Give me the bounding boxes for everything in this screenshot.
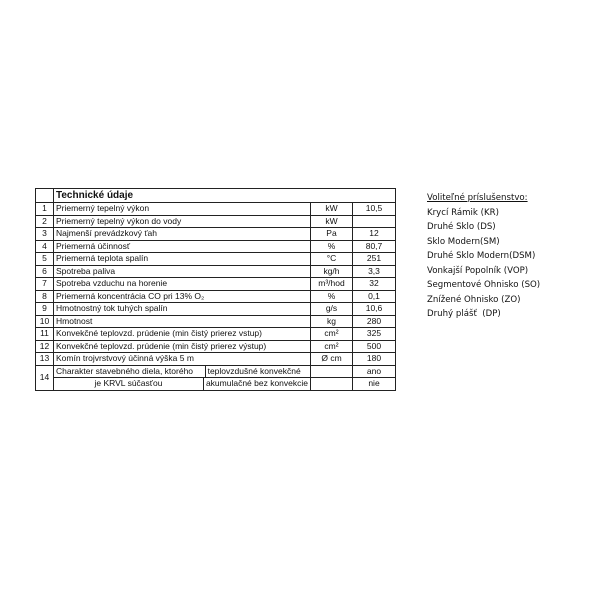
row-label: Najmenší prevádzkový ťah bbox=[54, 228, 311, 241]
accessory-item: Znížené Ohnisko (ZO) bbox=[427, 294, 521, 305]
row-number: 11 bbox=[36, 328, 54, 341]
row-number: 2 bbox=[36, 215, 54, 228]
technical-data-table bbox=[35, 188, 396, 391]
row-unit: kg/h bbox=[311, 265, 353, 278]
row-number: 4 bbox=[36, 240, 54, 253]
table-row bbox=[36, 203, 396, 216]
row-value bbox=[353, 215, 396, 228]
accessory-item: Krycí Rámik (KR) bbox=[427, 207, 499, 218]
row-number: 8 bbox=[36, 290, 54, 303]
row14-option1: teplovzdušné konvekčné bbox=[207, 365, 301, 376]
row-number: 5 bbox=[36, 253, 54, 266]
row-unit: cm² bbox=[311, 328, 353, 341]
row-label: Priemerná koncentrácia CO pri 13% O₂ bbox=[54, 290, 311, 303]
row-number: 6 bbox=[36, 265, 54, 278]
table-row-14b bbox=[36, 378, 396, 391]
accessory-item: Vonkajší Popolník (VOP) bbox=[427, 265, 529, 276]
row-value: 180 bbox=[353, 353, 396, 366]
accessory-item: Druhé Sklo (DS) bbox=[427, 222, 496, 232]
table-title: Technické údaje bbox=[54, 189, 396, 203]
table-row bbox=[36, 215, 396, 228]
row-label: Hmotnost bbox=[54, 315, 311, 328]
row-unit: % bbox=[311, 290, 353, 303]
row-value: 251 bbox=[353, 253, 396, 266]
row-label: Priemerný tepelný výkon bbox=[54, 203, 311, 216]
accessory-item: Druhý plášť (DP) bbox=[427, 309, 501, 319]
row14-unit-1 bbox=[311, 365, 353, 378]
table-row bbox=[36, 340, 396, 353]
row-value: 325 bbox=[353, 328, 396, 341]
table-row bbox=[36, 253, 396, 266]
table-row bbox=[36, 315, 396, 328]
row-label: Hmotnostný tok tuhých spalín bbox=[54, 303, 311, 316]
row14-option2: akumulačné bez konvekcie bbox=[205, 378, 308, 389]
title-num-cell bbox=[36, 189, 54, 203]
row-unit: kW bbox=[311, 215, 353, 228]
row-label: Priemerný tepelný výkon do vody bbox=[54, 215, 311, 228]
table-row bbox=[36, 353, 396, 366]
row-value: 12 bbox=[353, 228, 396, 241]
table-row bbox=[36, 228, 396, 241]
table-title-row bbox=[36, 189, 396, 203]
row-value: 32 bbox=[353, 278, 396, 291]
table-row bbox=[36, 240, 396, 253]
row-unit: °C bbox=[311, 253, 353, 266]
row-value: 500 bbox=[353, 340, 396, 353]
accessory-item: Segmentové Ohnisko (SO) bbox=[427, 280, 541, 290]
table-row bbox=[36, 290, 396, 303]
row-value: 10,5 bbox=[353, 203, 396, 216]
row-number: 10 bbox=[36, 315, 54, 328]
row-number: 3 bbox=[36, 228, 54, 241]
row-label: Priemerná teplota spalín bbox=[54, 253, 311, 266]
accessories-list bbox=[427, 206, 540, 322]
row-value: 280 bbox=[353, 315, 396, 328]
row-unit: Pa bbox=[311, 228, 353, 241]
row-number: 9 bbox=[36, 303, 54, 316]
table-row bbox=[36, 303, 396, 316]
row14-label-line1: Charakter stavebného diela, ktorého bbox=[54, 366, 205, 378]
row-number: 7 bbox=[36, 278, 54, 291]
row-number: 1 bbox=[36, 203, 54, 216]
row-number: 14 bbox=[36, 365, 54, 390]
table-row bbox=[36, 278, 396, 291]
row-unit: Ø cm bbox=[311, 353, 353, 366]
row-value: 80,7 bbox=[353, 240, 396, 253]
row-number: 12 bbox=[36, 340, 54, 353]
row-unit: % bbox=[311, 240, 353, 253]
row-unit: kg bbox=[311, 315, 353, 328]
row-unit: cm² bbox=[311, 340, 353, 353]
row-value: 3,3 bbox=[353, 265, 396, 278]
optional-accessories bbox=[427, 191, 540, 322]
row-label: Konvekčné teplovzd. prúdenie (min čistý prierez výstup) bbox=[54, 340, 311, 353]
accessory-item: Sklo Modern(SM) bbox=[427, 236, 500, 247]
row14-unit-2 bbox=[311, 378, 353, 391]
row-unit: kW bbox=[311, 203, 353, 216]
row14-value-2: nie bbox=[353, 378, 396, 391]
accessory-item: Druhé Sklo Modern(DSM) bbox=[427, 251, 536, 261]
accessories-title: Voliteľné príslušenstvo: bbox=[427, 193, 528, 203]
row-value: 0,1 bbox=[353, 290, 396, 303]
row-label: Komín trojvrstvový účinná výška 5 m bbox=[54, 353, 311, 366]
row-label: Konvekčné teplovzd. prúdenie (min čistý prierez vstup) bbox=[54, 328, 311, 341]
table-row bbox=[36, 265, 396, 278]
row-label: Spotreba paliva bbox=[54, 265, 311, 278]
row14-label-line2: je KRVL súčasťou bbox=[54, 378, 203, 390]
table-row-14a bbox=[36, 365, 396, 378]
table-row bbox=[36, 328, 396, 341]
row-number: 13 bbox=[36, 353, 54, 366]
row-unit: g/s bbox=[311, 303, 353, 316]
row14-value-1: ano bbox=[353, 365, 396, 378]
row-unit: m³/hod bbox=[311, 278, 353, 291]
row-value: 10,6 bbox=[353, 303, 396, 316]
row-label: Spotreba vzduchu na horenie bbox=[54, 278, 311, 291]
row-label: Priemerná účinnosť bbox=[54, 240, 311, 253]
